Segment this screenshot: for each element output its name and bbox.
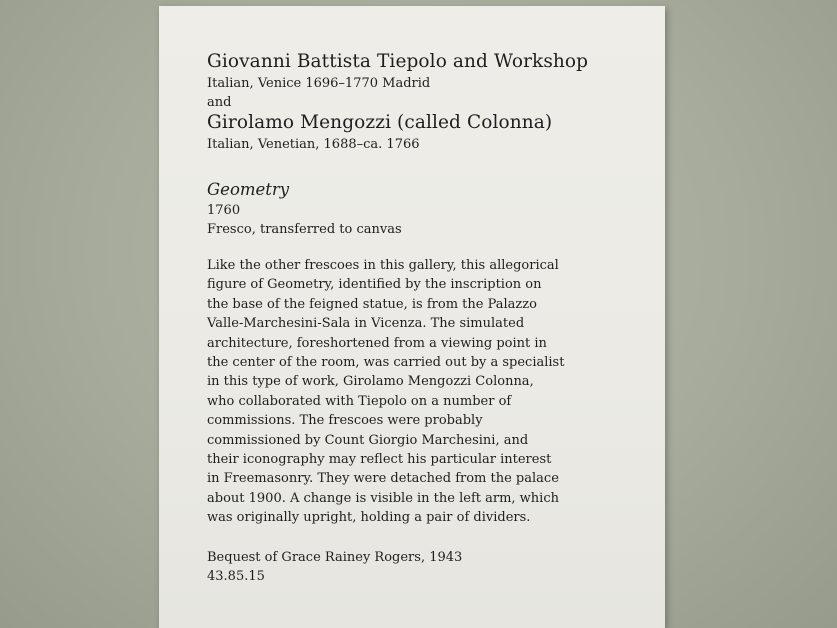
work-date: 1760 <box>207 203 241 218</box>
description-line: the center of the room, was carried out by a specialist <box>207 355 565 371</box>
description-line: who collaborated with Tiepolo on a number of <box>207 393 512 409</box>
description-line: Valle-Marchesini-Sala in Vicenza. The simulated <box>207 316 525 332</box>
museum-label-card <box>159 6 665 628</box>
description-line: the base of the feigned statue, is from the Palazzo <box>207 296 537 312</box>
artist-info-primary: Italian, Venice 1696–1770 Madrid <box>207 76 431 91</box>
description-line: commissions. The frescoes were probably <box>207 413 483 429</box>
description-paragraph <box>207 256 627 528</box>
artist-name-secondary: Girolamo Mengozzi (called Colonna) <box>207 112 553 133</box>
description-line: their iconography may reflect his particular interest <box>207 452 552 468</box>
description-line: in Freemasonry. They were detached from the palace <box>207 471 559 487</box>
credit-line: Bequest of Grace Rainey Rogers, 1943 <box>207 549 463 565</box>
work-medium: Fresco, transferred to canvas <box>207 222 402 237</box>
accession-number: 43.85.15 <box>207 568 265 584</box>
description-line: commissioned by Count Giorgio Marchesini, and <box>207 432 529 448</box>
description-line: architecture, foreshortened from a viewing point in <box>207 335 547 351</box>
description-line: was originally upright, holding a pair of dividers. <box>207 510 531 526</box>
artist-info-secondary: Italian, Venetian, 1688–ca. 1766 <box>207 137 420 152</box>
description-line: in this type of work, Girolamo Mengozzi Colonna, <box>207 374 534 390</box>
artist-conjunction: and <box>207 95 232 110</box>
artist-name-primary: Giovanni Battista Tiepolo and Workshop <box>207 51 589 72</box>
description-line: about 1900. A change is visible in the left arm, which <box>207 490 559 506</box>
work-title: Geometry <box>207 180 290 199</box>
description-line: figure of Geometry, identified by the inscription on <box>207 277 542 293</box>
description-line: Like the other frescoes in this gallery, this allegorical <box>207 258 559 273</box>
